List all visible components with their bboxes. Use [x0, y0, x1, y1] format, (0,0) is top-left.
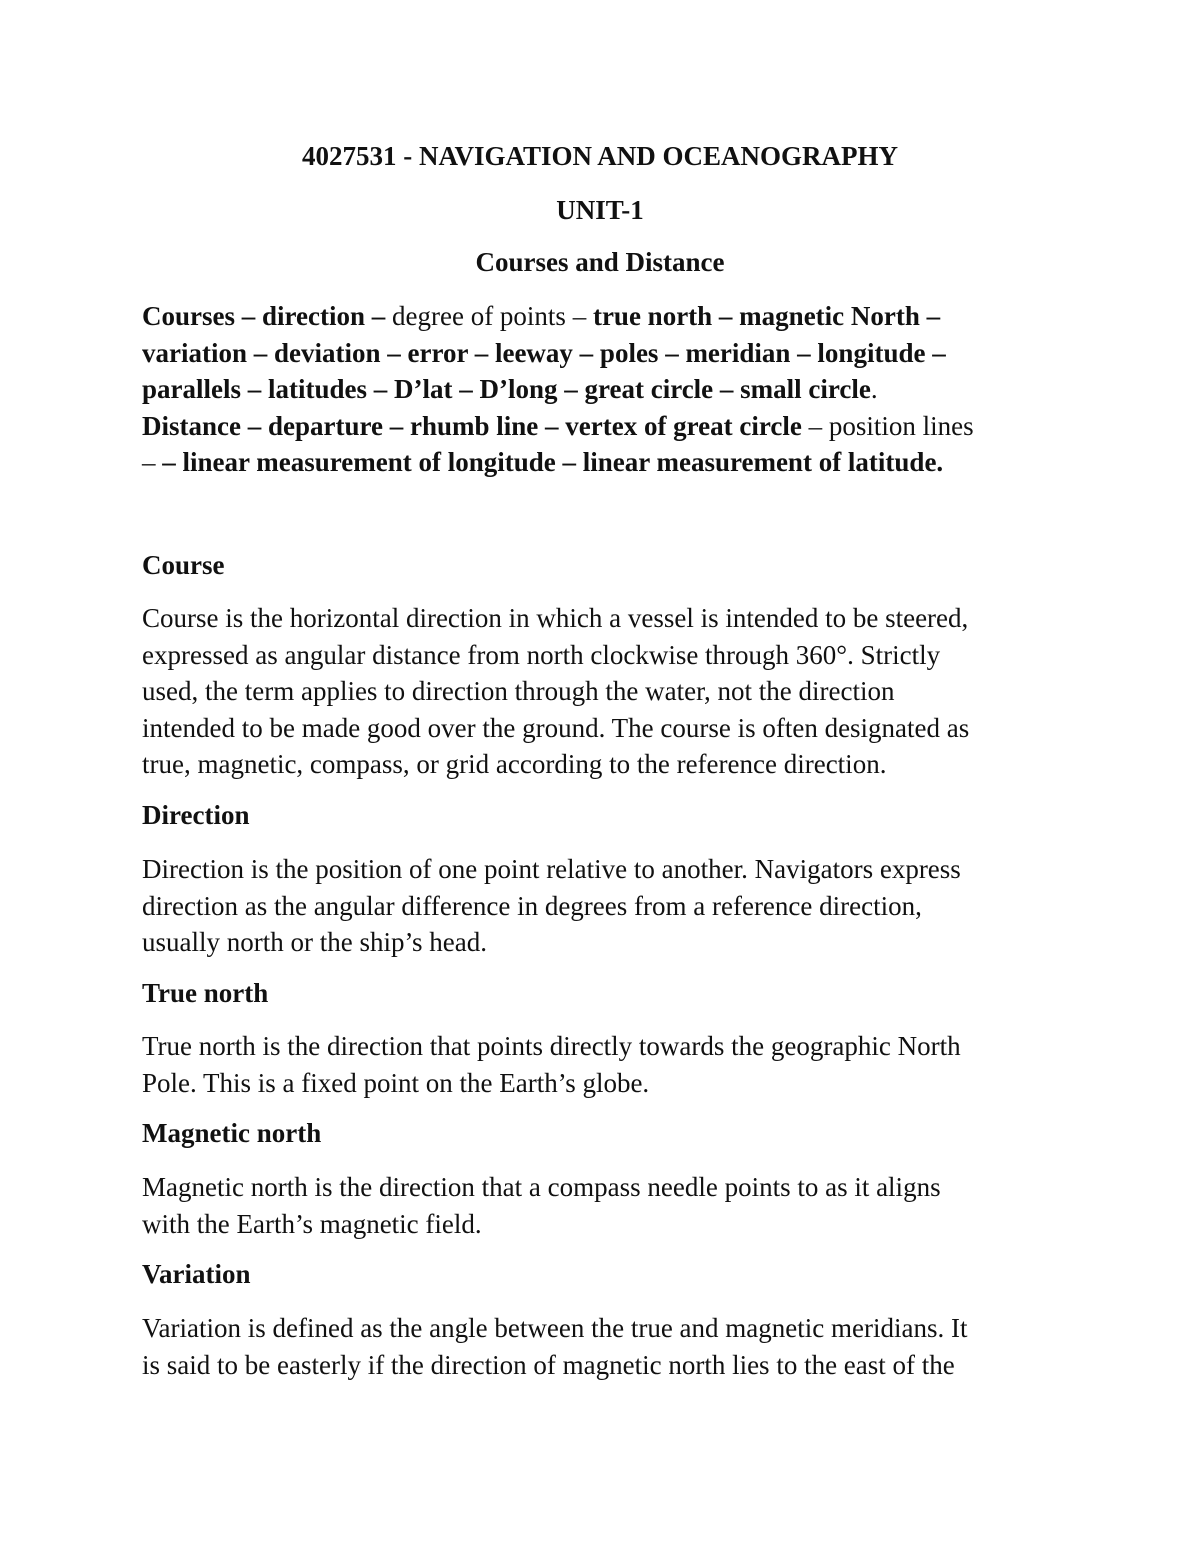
body-line: intended to be made good over the ground. The course is often designated as — [142, 712, 970, 743]
document-subtitle: Courses and Distance — [475, 247, 725, 277]
body-line: Variation is defined as the angle between the true and magnetic meridians. It — [142, 1313, 968, 1343]
body-line: direction as the angular difference in degrees from a reference direction, — [142, 890, 922, 921]
topics-text: parallels – latitudes – D’lat – D’long – great circle – small circle — [142, 374, 871, 404]
section-heading-course: Course — [142, 550, 225, 580]
topics-text: Distance – departure – rhumb line – vertex of great circle — [142, 410, 802, 441]
section-heading-direction: Direction — [142, 800, 250, 830]
topics-text: . — [870, 374, 878, 404]
topics-line — [142, 444, 1072, 481]
body-line: Course is the horizontal direction in which a vessel is intended to be steered, — [142, 603, 969, 633]
topics-line — [142, 371, 1072, 408]
body-line: expressed as angular distance from north clockwise through 360°. Strictly — [142, 639, 941, 670]
body-line: usually north or the ship’s head. — [142, 927, 487, 957]
topics-text: – — [142, 447, 163, 477]
section-body-magnetic-north — [142, 1169, 1082, 1242]
body-line: Pole. This is a fixed point on the Earth’s globe. — [142, 1067, 650, 1098]
section-body-direction — [142, 851, 1082, 961]
topics-line — [142, 408, 1072, 445]
topics-text: Courses – direction – — [142, 301, 386, 331]
section-body-variation — [142, 1310, 1082, 1383]
section-heading-true-north: True north — [142, 978, 269, 1008]
topics-line — [142, 298, 1072, 335]
body-line: True north is the direction that points directly towards the geographic North — [142, 1031, 961, 1061]
section-body-true-north — [142, 1028, 1082, 1101]
body-line: Magnetic north is the direction that a compass needle points to as it aligns — [142, 1172, 941, 1202]
topics-text: degree of points – — [385, 301, 593, 331]
body-line: Direction is the position of one point relative to another. Navigators express — [142, 854, 961, 884]
body-line: true, magnetic, compass, or grid according to the reference direction. — [142, 749, 887, 779]
topics-text: – linear measurement of longitude – linear measurement of latitude. — [162, 447, 944, 477]
section-body-course — [142, 600, 1082, 783]
section-heading-magnetic-north: Magnetic north — [142, 1118, 322, 1148]
body-line: is said to be easterly if the direction of magnetic north lies to the east of the — [142, 1349, 955, 1380]
section-heading-variation: Variation — [142, 1259, 251, 1289]
topics-list — [142, 298, 1072, 481]
body-line: with the Earth’s magnetic field. — [142, 1208, 482, 1239]
topics-text: – position lines — [801, 410, 974, 441]
topics-line: variation – deviation – error – leeway – poles – meridian – longitude – — [142, 337, 946, 368]
document-title: 4027531 - NAVIGATION AND OCEANOGRAPHY — [301, 141, 899, 171]
unit-label: UNIT-1 — [556, 195, 644, 225]
body-line: used, the term applies to direction through the water, not the direction — [142, 676, 895, 706]
topics-text: true north – magnetic North – — [592, 301, 941, 331]
